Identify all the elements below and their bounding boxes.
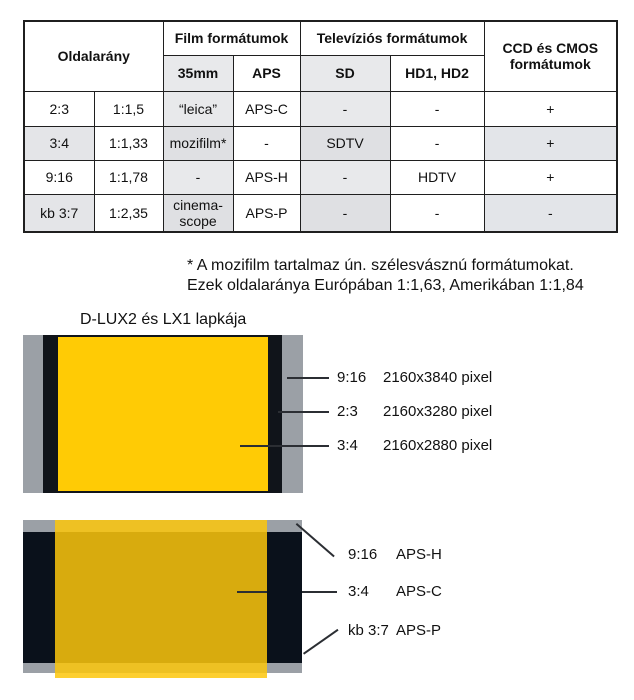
- sensor-diagram-dlux2: [23, 311, 629, 497]
- aspect-ratio-value: 9:16: [348, 546, 378, 563]
- column-header-aps: APS: [233, 55, 300, 91]
- table-cell: kb 3:7: [24, 194, 94, 232]
- table-cell: -: [300, 91, 390, 126]
- column-header-35mm: 35mm: [163, 55, 233, 91]
- table-cell: APS-C: [233, 91, 300, 126]
- table-row: [24, 126, 617, 160]
- aps-format-name: APS-H: [396, 546, 442, 563]
- table-cell: 9:16: [24, 160, 94, 194]
- diagram-label: [348, 622, 441, 640]
- table-cell: -: [390, 194, 484, 232]
- diagram-label: [348, 583, 442, 601]
- leader-line: [240, 445, 329, 447]
- table-cell: mozifilm*: [163, 126, 233, 160]
- table-cell: 1:1,33: [94, 126, 163, 160]
- table-row: [24, 91, 617, 126]
- diagram-label: [337, 437, 492, 455]
- column-header-tv-formats: Televíziós formátumok: [300, 21, 484, 55]
- diagram-label: [348, 546, 442, 564]
- column-header-film-formats: Film formátumok: [163, 21, 300, 55]
- column-header-hd1-hd2: HD1, HD2: [390, 55, 484, 91]
- table-cell: APS-H: [233, 160, 300, 194]
- table-cell: “leica”: [163, 91, 233, 126]
- sensor-chip-graphic: [23, 335, 303, 493]
- table-cell: 1:1,78: [94, 160, 163, 194]
- pixel-dimensions: 2160x3840 pixel: [383, 369, 493, 386]
- table-cell: 3:4: [24, 126, 94, 160]
- table-cell: SDTV: [300, 126, 390, 160]
- aps-format-name: APS-C: [396, 583, 442, 600]
- aps-format-name: APS-P: [396, 622, 442, 639]
- aspect-ratio-value: 3:4: [348, 583, 369, 600]
- footnote: [187, 256, 584, 295]
- table-cell: 1:1,5: [94, 91, 163, 126]
- pixel-dimensions: 2160x3280 pixel: [383, 403, 493, 420]
- leader-line: [237, 591, 267, 593]
- table-row: [24, 194, 617, 232]
- leader-line: [302, 591, 337, 593]
- pixel-dimensions: 2160x2880 pixel: [383, 437, 493, 454]
- aspect-ratio-value: 2:3: [337, 403, 358, 420]
- table-cell: -: [390, 126, 484, 160]
- sensor-diagram-aps: [23, 520, 629, 682]
- table-cell: +: [484, 91, 617, 126]
- footnote-line-1: * A mozifilm tartalmaz ún. szélesvásznú formátumokat.: [187, 257, 574, 274]
- table-cell: +: [484, 126, 617, 160]
- column-header-ccd-cmos-formats: CCD és CMOS formátumok: [484, 21, 617, 91]
- table-cell: +: [484, 160, 617, 194]
- table-cell: -: [300, 160, 390, 194]
- aspect-ratio-value: 9:16: [337, 369, 367, 386]
- leader-line: [278, 411, 329, 413]
- aspect-ratio-value: kb 3:7: [348, 622, 389, 639]
- table-cell: APS-P: [233, 194, 300, 232]
- column-header-aspect-ratio: Oldalarány: [24, 21, 163, 91]
- aspect-ratio-value: 3:4: [337, 437, 358, 454]
- column-header-sd: SD: [300, 55, 390, 91]
- table-cell: -: [300, 194, 390, 232]
- diagram-title: D-LUX2 és LX1 lapkája: [80, 311, 247, 328]
- table-cell: 1:2,35: [94, 194, 163, 232]
- table-cell: -: [233, 126, 300, 160]
- diagram-label: [337, 403, 492, 421]
- table-cell: cinema-scope: [163, 194, 233, 232]
- table-row: [24, 160, 617, 194]
- footnote-line-2: Ezek oldalaránya Európában 1:1,63, Amerikában 1:1,84: [187, 276, 584, 294]
- aps-c-area: [55, 520, 267, 678]
- table-cell: -: [163, 160, 233, 194]
- leader-line: [287, 377, 329, 379]
- formats-table: [23, 20, 618, 233]
- leader-line: [303, 629, 339, 655]
- sensor-area-3-4: [58, 337, 268, 491]
- table-cell: HDTV: [390, 160, 484, 194]
- table-cell: 2:3: [24, 91, 94, 126]
- table-cell: -: [484, 194, 617, 232]
- diagram-label: [337, 369, 492, 387]
- table-cell: -: [390, 91, 484, 126]
